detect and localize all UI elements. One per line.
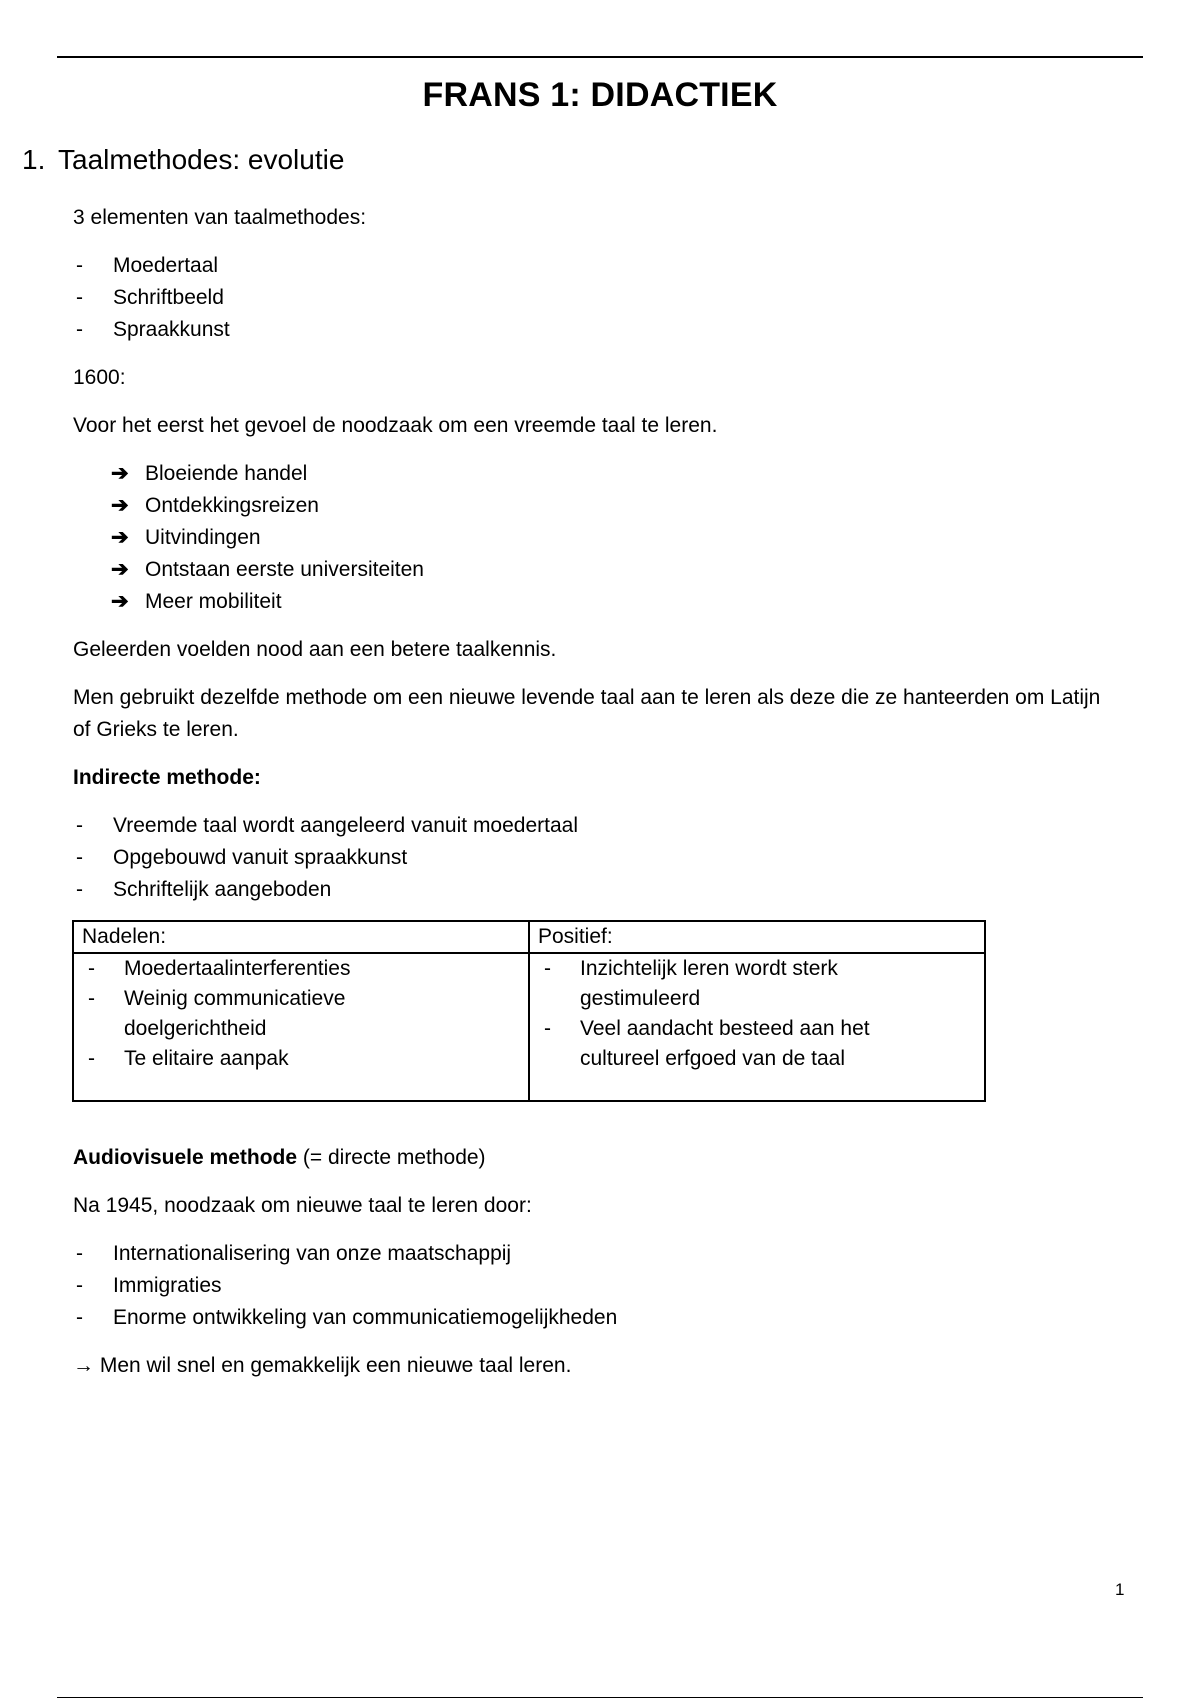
list-item: [73, 458, 1153, 490]
year-paragraph: 1600:: [73, 366, 126, 389]
table-header-row: [73, 921, 985, 953]
table-header-cell-positief: Positief:: [529, 921, 985, 953]
section-title: Taalmethodes: evolutie: [58, 144, 345, 175]
page-number: 1: [1115, 1580, 1125, 1599]
dash-marker: -: [76, 846, 83, 869]
dash-marker: -: [76, 1274, 83, 1297]
audiovisual-method-heading: [73, 1142, 1153, 1174]
list-item-text: Schriftbeeld: [113, 286, 224, 309]
after-1945-paragraph: Na 1945, noodzaak om nieuwe taal te leren door:: [73, 1194, 532, 1217]
list-item-text: Weinig communicatieve doelgerichtheid: [124, 987, 346, 1040]
arrow-icon: ➔: [111, 526, 129, 549]
reasons-list: [73, 458, 1153, 618]
dash-marker: -: [76, 318, 83, 341]
list-item-text: Opgebouwd vanuit spraakkunst: [113, 846, 408, 869]
intro-paragraph: 3 elementen van taalmethodes:: [73, 206, 367, 229]
table-header-cell-nadelen: Nadelen:: [73, 921, 529, 953]
dash-marker: -: [76, 878, 83, 901]
dash-marker: -: [88, 957, 95, 980]
section-heading: [22, 144, 344, 176]
dash-marker: -: [88, 987, 95, 1010]
list-item: [73, 490, 1153, 522]
list-item-text: Veel aandacht besteed aan het cultureel erfgoed van de taal: [580, 1017, 870, 1070]
indirect-method-heading: Indirecte methode:: [73, 766, 261, 789]
list-item: [73, 250, 1153, 282]
list-item: [73, 874, 1153, 906]
list-item: [538, 1014, 976, 1074]
list-item-text: Meer mobiliteit: [145, 590, 282, 613]
list-item: [73, 810, 1153, 842]
list-item-text: Te elitaire aanpak: [124, 1047, 289, 1070]
list-item: [73, 554, 1153, 586]
list-item: [82, 984, 520, 1044]
list-item-text: Ontdekkingsreizen: [145, 494, 319, 517]
table-cell-nadelen: [73, 953, 529, 1101]
indirect-method-list: [73, 810, 1153, 906]
dash-marker: -: [76, 286, 83, 309]
list-item: [73, 522, 1153, 554]
first-time-paragraph: Voor het eerst het gevoel de noodzaak om een vreemde taal te leren.: [73, 414, 718, 437]
nadelen-list: [82, 954, 520, 1074]
list-item-text: Schriftelijk aangeboden: [113, 878, 332, 901]
dash-marker: -: [76, 1306, 83, 1329]
method-paragraph: Men gebruikt dezelfde methode om een nieuwe levende taal aan te leren als deze die ze hanteerden om Latijn of Grieks te leren.: [73, 686, 1101, 741]
audiovisual-heading-bold: Audiovisuele methode: [73, 1146, 298, 1169]
list-item-text: Bloeiende handel: [145, 462, 308, 485]
list-item: [73, 842, 1153, 874]
list-item-text: Internationalisering van onze maatschappij: [113, 1242, 512, 1265]
audiovisual-heading-rest: (= directe methode): [297, 1146, 486, 1169]
list-item-text: Uitvindingen: [145, 526, 261, 549]
arrow-icon: ➔: [111, 590, 129, 613]
list-item: [82, 1044, 520, 1074]
top-rule: [57, 56, 1143, 58]
list-item-text: Ontstaan eerste universiteiten: [145, 558, 424, 581]
table-cell-positief: [529, 953, 985, 1101]
pros-cons-table: [72, 920, 986, 1102]
dash-marker: -: [544, 1017, 551, 1040]
document-title: FRANS 1: DIDACTIEK: [422, 76, 778, 114]
conclusion-paragraph: → Men wil snel en gemakkelijk een nieuwe taal leren.: [73, 1354, 572, 1377]
dash-marker: -: [76, 254, 83, 277]
positief-list: [538, 954, 976, 1074]
list-item-text: Moedertaalinterferenties: [124, 957, 351, 980]
list-item: [73, 1302, 1153, 1334]
dash-marker: -: [88, 1047, 95, 1070]
list-item: [82, 954, 520, 984]
dash-marker: -: [76, 814, 83, 837]
after-1945-list: [73, 1238, 1153, 1334]
list-item-text: Inzichtelijk leren wordt sterk gestimuleerd: [580, 957, 838, 1010]
list-item: [538, 954, 976, 1014]
section-number: 1.: [22, 144, 46, 175]
list-item-text: Immigraties: [113, 1274, 222, 1297]
list-item-text: Moedertaal: [113, 254, 219, 277]
arrow-icon: ➔: [111, 462, 129, 485]
bottom-rule: [57, 1697, 1143, 1698]
list-item-text: Spraakkunst: [113, 318, 230, 341]
table-row: [73, 953, 985, 1101]
list-item: [73, 1270, 1153, 1302]
arrow-icon: ➔: [111, 558, 129, 581]
arrow-icon: ➔: [111, 494, 129, 517]
list-item-text: Vreemde taal wordt aangeleerd vanuit moedertaal: [113, 814, 579, 837]
list-item-text: Enorme ontwikkeling van communicatiemogelijkheden: [113, 1306, 618, 1329]
scholars-paragraph: Geleerden voelden nood aan een betere taalkennis.: [73, 638, 557, 661]
list-item: [73, 586, 1153, 618]
document-body: [73, 202, 1153, 1398]
dash-marker: -: [76, 1242, 83, 1265]
dash-marker: -: [544, 957, 551, 980]
list-item: [73, 1238, 1153, 1270]
list-item: [73, 282, 1153, 314]
elements-list: [73, 250, 1153, 346]
list-item: [73, 314, 1153, 346]
